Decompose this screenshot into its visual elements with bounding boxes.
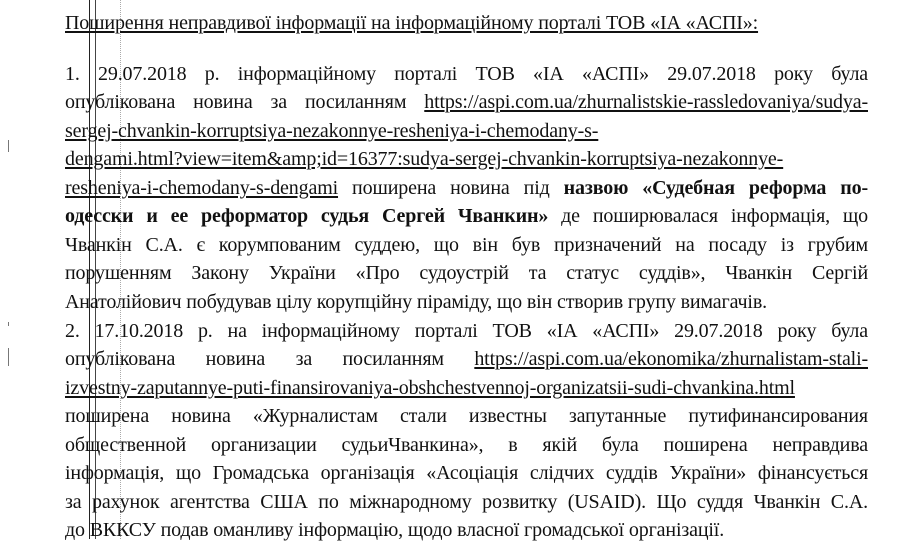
item-1-line-2 [65, 90, 868, 114]
item-2-line-7: за рахунок агентства США по міжнародному розвитку (USAID). Що суддя Чванкін С.А. [65, 491, 868, 513]
item-2-line-5: общественной организации судьиЧванкина», в якій була поширена неправдива [65, 434, 868, 456]
item-2-line-4: поширена новина «Журналистам стали известны запутанные путифинансирования [65, 405, 868, 427]
section-heading: Поширення неправдивої інформації на інформаційному порталі ТОВ «ІА «АСПІ»: [65, 12, 759, 34]
article-link-2[interactable]: https://aspi.com.ua/ekonomika/zhurnalistam-stali- [474, 348, 868, 370]
item-2-line-1: 2. 17.10.2018 р. на інформаційному порталі ТОВ «ІА «АСПІ» 29.07.2018 року була [65, 320, 868, 342]
item-1-line-5 [65, 176, 868, 200]
item-1-line-1: 1. 29.07.2018 р. інформаційному порталі ТОВ «ІА «АСПІ» 29.07.2018 року була [65, 63, 868, 85]
text: де поширювалася інформація, що [548, 205, 868, 227]
item-1-line-7: Чванкін С.А. є корумпованим суддею, що він був призначений на посаду із грубим [65, 234, 868, 256]
article-title-bold: назвою «Судебная реформа по- [563, 177, 869, 199]
article-link-1[interactable]: sergej-chvankin-korruptsiya-nezakonnye-resheniya-i-chemodany-s- [65, 120, 599, 142]
article-link-2[interactable]: izvestny-zaputannye-puti-finansirovaniya-obshchestvennoj-organizatsii-sudi-chvankina.html [65, 377, 795, 399]
text: опублікована новина за посиланням [65, 91, 425, 113]
article-link-1[interactable]: https://aspi.com.ua/zhurnalistskie-rassledovaniya/sudya- [424, 91, 868, 113]
item-1-line-8: порушенням Закону України «Про судоустрій та статус суддів», Чванкін Сергій [65, 262, 868, 284]
item-2-line-6: інформація, що Громадська організація «Асоціація слідчих суддів України» фінансується [65, 462, 868, 484]
text: поширена новина під [338, 177, 564, 199]
scan-mark [8, 140, 9, 152]
article-link-1[interactable]: resheniya-i-chemodany-s-dengami [65, 177, 339, 199]
scan-mark [8, 348, 9, 366]
item-1-line-9: Анатолійович побудував цілу корупційну піраміду, що він створив групу вимагачів. [65, 291, 767, 313]
text: опублікована новина за посиланням [65, 348, 475, 370]
scan-mark [8, 322, 9, 326]
item-2-line-3 [65, 376, 868, 400]
item-1-line-3 [65, 119, 868, 143]
item-1-line-4 [65, 147, 868, 171]
article-link-1[interactable]: dengami.html?view=item&amp;id=16377:sudya-sergej-chvankin-korruptsiya-nezakonnye- [65, 148, 784, 170]
item-1-line-6 [65, 204, 868, 228]
article-title-bold: одесски и ее реформатор судья Сергей Чванкин» [65, 205, 549, 227]
item-2-line-8: до ВККСУ подав оманливу інформацію, щодо власної громадської організації. [65, 519, 725, 541]
item-2-line-2 [65, 347, 868, 371]
